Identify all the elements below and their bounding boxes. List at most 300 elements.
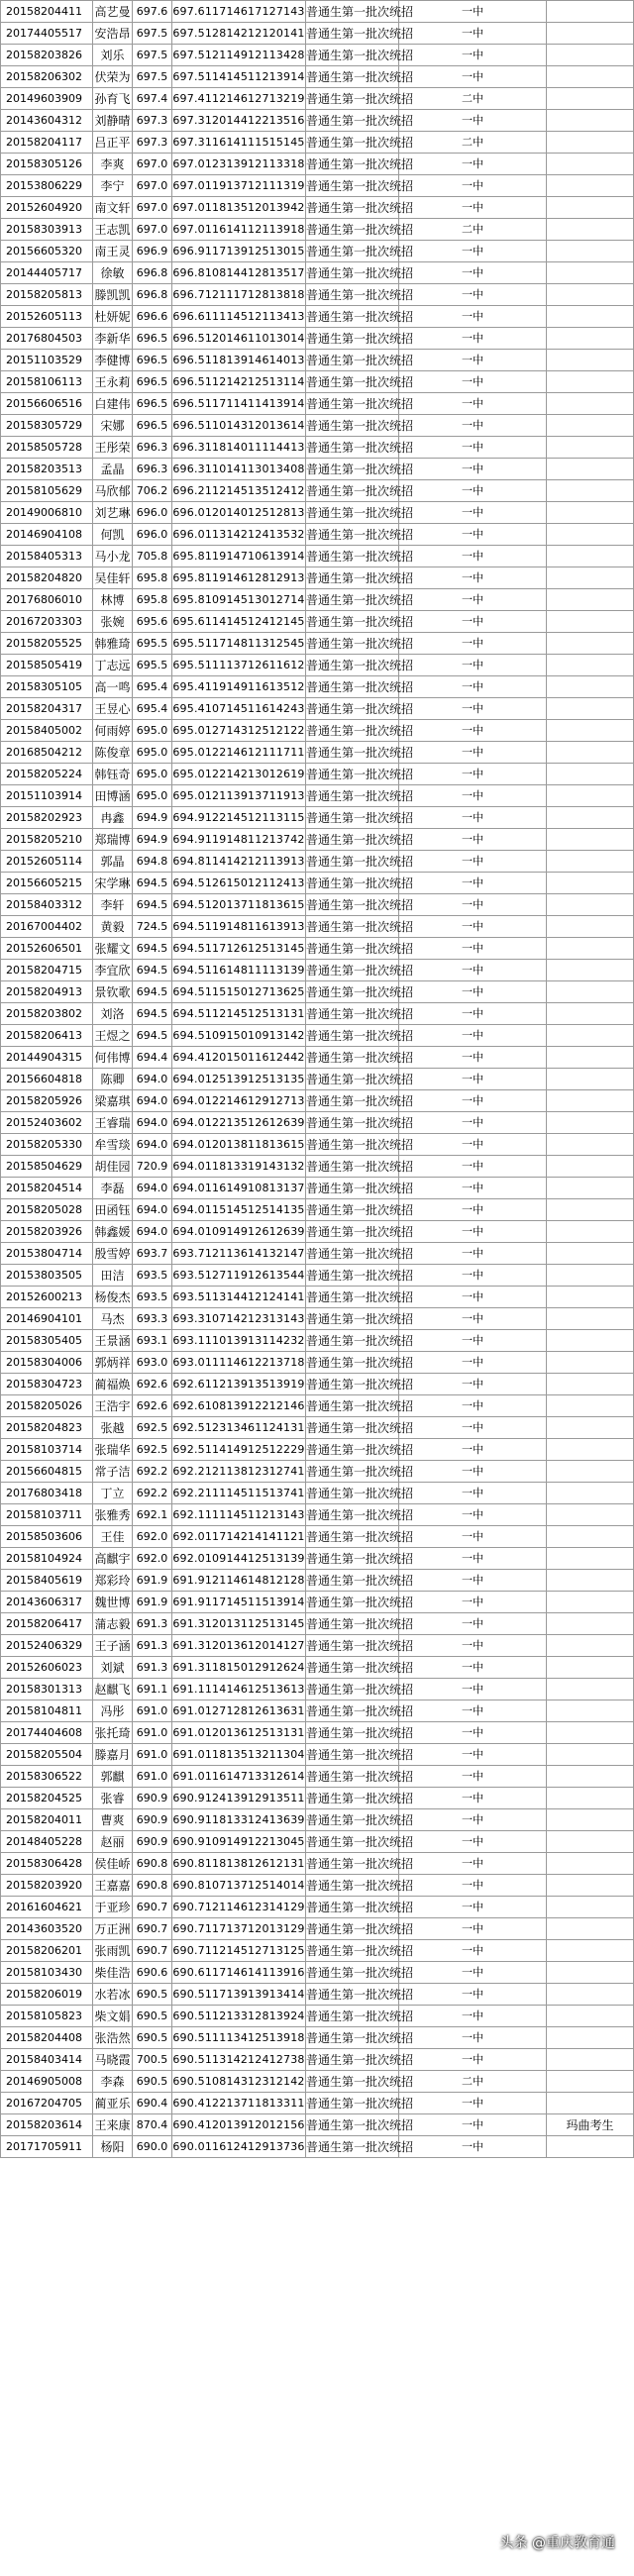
table-row [1,1853,634,1875]
table-row [1,350,634,371]
score-cell: 692.6 [133,1374,172,1395]
school-cell: 一中 [399,2093,547,2114]
school-cell: 一中 [399,785,547,807]
table-row [1,284,634,306]
table-row [1,1,634,23]
table-row [1,1483,634,1504]
sort-key-cell: 694.011614910813137 [172,1178,306,1199]
admission-type-cell: 普通生第一批次统招 [306,785,399,807]
school-cell: 一中 [399,2136,547,2158]
table-row [1,938,634,960]
table-row [1,1069,634,1090]
exam-id-cell: 20158403414 [1,2049,93,2071]
note-cell [547,1221,634,1243]
table-row [1,1744,634,1766]
note-cell [547,1722,634,1744]
school-cell: 一中 [399,764,547,785]
exam-id-cell: 20152605114 [1,851,93,873]
table-row [1,1395,634,1417]
student-name-cell: 田博涵 [93,785,133,807]
sort-key-cell: 694.012513912513135 [172,1069,306,1090]
school-cell: 一中 [399,1287,547,1308]
score-cell: 690.9 [133,1831,172,1853]
exam-id-cell: 20174404608 [1,1722,93,1744]
note-cell [547,873,634,894]
note-cell [547,66,634,88]
student-name-cell: 林博 [93,589,133,611]
student-name-cell: 王煜之 [93,1025,133,1047]
exam-id-cell: 20156605215 [1,873,93,894]
student-name-cell: 侯佳峤 [93,1853,133,1875]
score-cell: 696.9 [133,241,172,262]
sort-key-cell: 696.211214513512412 [172,480,306,502]
exam-id-cell: 20158503606 [1,1526,93,1548]
admission-type-cell: 普通生第一批次统招 [306,546,399,567]
student-name-cell: 马欣郁 [93,480,133,502]
note-cell [547,88,634,110]
sort-key-cell: 695.811914612812913 [172,567,306,589]
exam-id-cell: 20158105629 [1,480,93,502]
student-name-cell: 韩钰奇 [93,764,133,785]
note-cell [547,1090,634,1112]
student-name-cell: 张雅秀 [93,1504,133,1526]
exam-id-cell: 20158205813 [1,284,93,306]
note-cell [547,1700,634,1722]
exam-id-cell: 20158203513 [1,459,93,480]
note-cell [547,611,634,633]
student-name-cell: 张雨凯 [93,1940,133,1962]
score-cell: 692.0 [133,1526,172,1548]
exam-id-cell: 20158205330 [1,1134,93,1156]
school-cell: 一中 [399,1112,547,1134]
admission-type-cell: 普通生第一批次统招 [306,1962,399,1984]
admission-type-cell: 普通生第一批次统招 [306,110,399,132]
admission-type-cell: 普通生第一批次统招 [306,698,399,720]
student-name-cell: 万正洲 [93,1918,133,1940]
exam-id-cell: 20158206019 [1,1984,93,2006]
student-name-cell: 李新华 [93,328,133,350]
note-cell [547,1,634,23]
note-cell [547,1613,634,1635]
admission-type-cell: 普通生第一批次统招 [306,2006,399,2027]
school-cell: 一中 [399,546,547,567]
table-row [1,480,634,502]
score-cell: 696.5 [133,350,172,371]
sort-key-cell: 691.912114614812128 [172,1570,306,1592]
school-cell: 一中 [399,1744,547,1766]
admission-type-cell: 普通生第一批次统招 [306,480,399,502]
score-cell: 697.5 [133,66,172,88]
school-cell: 一中 [399,241,547,262]
exam-id-cell: 20158203614 [1,2114,93,2136]
exam-id-cell: 20158205210 [1,829,93,851]
sort-key-cell: 690.711713712013129 [172,1918,306,1940]
sort-key-cell: 695.611414512412145 [172,611,306,633]
exam-id-cell: 20158103714 [1,1439,93,1461]
admission-type-cell: 普通生第一批次统招 [306,1526,399,1548]
school-cell: 二中 [399,2071,547,2093]
admission-type-cell: 普通生第一批次统招 [306,2027,399,2049]
exam-id-cell: 20158306522 [1,1766,93,1788]
exam-id-cell: 20153803505 [1,1265,93,1287]
school-cell: 一中 [399,2027,547,2049]
table-row [1,1221,634,1243]
score-cell: 696.6 [133,306,172,328]
student-name-cell: 滕嘉月 [93,1744,133,1766]
table-row [1,1657,634,1679]
school-cell: 一中 [399,567,547,589]
score-cell: 694.0 [133,1199,172,1221]
student-name-cell: 冉鑫 [93,807,133,829]
table-row [1,546,634,567]
admission-type-cell: 普通生第一批次统招 [306,1025,399,1047]
admission-type-cell: 普通生第一批次统招 [306,807,399,829]
score-cell: 691.0 [133,1722,172,1744]
note-cell [547,960,634,981]
note-cell [547,197,634,219]
exam-id-cell: 20158405313 [1,546,93,567]
score-cell: 695.0 [133,764,172,785]
admission-type-cell: 普通生第一批次统招 [306,241,399,262]
note-cell [547,2049,634,2071]
note-cell [547,633,634,655]
note-cell [547,1352,634,1374]
admission-type-cell: 普通生第一批次统招 [306,328,399,350]
note-cell [547,1853,634,1875]
student-name-cell: 高艺曼 [93,1,133,23]
student-name-cell: 黄毅 [93,916,133,938]
admission-type-cell: 普通生第一批次统招 [306,1069,399,1090]
student-name-cell: 何凯 [93,524,133,546]
table-row [1,1962,634,1984]
school-cell: 一中 [399,1809,547,1831]
school-cell: 一中 [399,1679,547,1700]
student-name-cell: 丁立 [93,1483,133,1504]
score-cell: 690.9 [133,1788,172,1809]
table-row [1,894,634,916]
note-cell [547,742,634,764]
school-cell: 一中 [399,306,547,328]
table-row [1,611,634,633]
score-cell: 694.5 [133,894,172,916]
note-cell [547,1788,634,1809]
admission-type-cell: 普通生第一批次统招 [306,764,399,785]
exam-id-cell: 20149006810 [1,502,93,524]
table-row [1,981,634,1003]
student-name-cell: 伏荣为 [93,66,133,88]
note-cell [547,1134,634,1156]
score-cell: 690.6 [133,1962,172,1984]
student-name-cell: 高麒宇 [93,1548,133,1570]
table-row [1,1984,634,2006]
sort-key-cell: 694.511712612513145 [172,938,306,960]
note-cell [547,1417,634,1439]
sort-key-cell: 697.311614111515145 [172,132,306,154]
score-cell: 693.7 [133,1243,172,1265]
student-name-cell: 常子洁 [93,1461,133,1483]
exam-id-cell: 20158206201 [1,1940,93,1962]
student-name-cell: 南王灵 [93,241,133,262]
school-cell: 一中 [399,611,547,633]
exam-id-cell: 20158505728 [1,437,93,459]
sort-key-cell: 693.512711912613544 [172,1265,306,1287]
exam-id-cell: 20158405619 [1,1570,93,1592]
admission-type-cell: 普通生第一批次统招 [306,45,399,66]
admission-type-cell: 普通生第一批次统招 [306,262,399,284]
exam-id-cell: 20158103430 [1,1962,93,1984]
table-row [1,2049,634,2071]
score-cell: 690.0 [133,2136,172,2158]
table-row [1,1439,634,1461]
sort-key-cell: 692.211114511513741 [172,1483,306,1504]
note-cell [547,328,634,350]
score-cell: 694.5 [133,1025,172,1047]
table-row [1,676,634,698]
table-row [1,1178,634,1199]
sort-key-cell: 690.011612412913736 [172,2136,306,2158]
note-cell [547,1657,634,1679]
sort-key-cell: 694.012013811813615 [172,1134,306,1156]
note-cell [547,1243,634,1265]
table-row [1,720,634,742]
school-cell: 一中 [399,1025,547,1047]
note-cell [547,175,634,197]
score-cell: 694.5 [133,1003,172,1025]
note-cell [547,938,634,960]
admission-type-cell: 普通生第一批次统招 [306,1744,399,1766]
table-row [1,1156,634,1178]
school-cell: 一中 [399,1766,547,1788]
school-cell: 一中 [399,350,547,371]
admission-type-cell: 普通生第一批次统招 [306,1940,399,1962]
table-row [1,1635,634,1657]
exam-id-cell: 20158206413 [1,1025,93,1047]
student-name-cell: 安浩昂 [93,23,133,45]
table-row [1,2027,634,2049]
note-cell [547,546,634,567]
table-row [1,1679,634,1700]
admission-type-cell: 普通生第一批次统招 [306,371,399,393]
note-cell [547,1395,634,1417]
exam-id-cell: 20152403602 [1,1112,93,1134]
note-cell [547,2136,634,2158]
student-name-cell: 张浩然 [93,2027,133,2049]
admission-type-cell: 普通生第一批次统招 [306,1265,399,1287]
score-cell: 692.6 [133,1395,172,1417]
note-cell [547,1374,634,1395]
exam-id-cell: 20161604621 [1,1897,93,1918]
sort-key-cell: 696.810814412813517 [172,262,306,284]
admission-type-cell: 普通生第一批次统招 [306,1352,399,1374]
admission-type-cell: 普通生第一批次统招 [306,1374,399,1395]
school-cell: 一中 [399,1330,547,1352]
admission-type-cell: 普通生第一批次统招 [306,154,399,175]
score-cell: 691.9 [133,1592,172,1613]
admission-type-cell: 普通生第一批次统招 [306,894,399,916]
exam-id-cell: 20158306428 [1,1853,93,1875]
note-cell [547,1592,634,1613]
score-cell: 693.5 [133,1287,172,1308]
note-cell [547,1178,634,1199]
score-cell: 692.2 [133,1461,172,1483]
sort-key-cell: 693.511314412124141 [172,1287,306,1308]
table-row [1,23,634,45]
score-cell: 720.9 [133,1156,172,1178]
score-cell: 693.0 [133,1352,172,1374]
table-row [1,785,634,807]
admission-type-cell: 普通生第一批次统招 [306,66,399,88]
note-cell [547,284,634,306]
exam-id-cell: 20149603909 [1,88,93,110]
sort-key-cell: 693.712113614132147 [172,1243,306,1265]
score-cell: 697.3 [133,132,172,154]
sort-key-cell: 696.511711411413914 [172,393,306,415]
school-cell: 一中 [399,1,547,23]
sort-key-cell: 695.012214612111711 [172,742,306,764]
sort-key-cell: 692.011714214141121 [172,1526,306,1548]
sort-key-cell: 694.912214512113115 [172,807,306,829]
sort-key-cell: 694.510915010913142 [172,1025,306,1047]
score-cell: 695.0 [133,742,172,764]
student-name-cell: 孙育飞 [93,88,133,110]
admission-type-cell: 普通生第一批次统招 [306,1308,399,1330]
table-row [1,415,634,437]
sort-key-cell: 692.611213913513919 [172,1374,306,1395]
score-cell: 691.0 [133,1744,172,1766]
school-cell: 一中 [399,1722,547,1744]
school-cell: 一中 [399,459,547,480]
sort-key-cell: 697.312014412213516 [172,110,306,132]
note-cell [547,1897,634,1918]
admission-type-cell: 普通生第一批次统招 [306,1613,399,1635]
note-cell [547,1570,634,1592]
school-cell: 一中 [399,2006,547,2027]
exam-id-cell: 20158205028 [1,1199,93,1221]
score-cell: 694.8 [133,851,172,873]
admission-type-cell: 普通生第一批次统招 [306,829,399,851]
admission-type-cell: 普通生第一批次统招 [306,1548,399,1570]
admission-type-cell: 普通生第一批次统招 [306,1395,399,1417]
admission-type-cell: 普通生第一批次统招 [306,960,399,981]
admission-type-cell: 普通生第一批次统招 [306,502,399,524]
admission-type-cell: 普通生第一批次统招 [306,1112,399,1134]
school-cell: 一中 [399,1308,547,1330]
student-name-cell: 杨俊杰 [93,1287,133,1308]
admission-type-cell: 普通生第一批次统招 [306,916,399,938]
score-cell: 694.0 [133,1090,172,1112]
exam-id-cell: 20158205504 [1,1744,93,1766]
watermark: 头条 @重庆教育通 [499,2535,615,2551]
note-cell [547,306,634,328]
note-cell [547,262,634,284]
score-cell: 694.9 [133,807,172,829]
sort-key-cell: 697.011913712111319 [172,175,306,197]
table-row [1,306,634,328]
exam-id-cell: 20158505419 [1,655,93,676]
exam-id-cell: 20158204011 [1,1809,93,1831]
sort-key-cell: 692.111114511213143 [172,1504,306,1526]
table-row [1,1352,634,1374]
school-cell: 一中 [399,1483,547,1504]
sort-key-cell: 694.412015011612442 [172,1047,306,1069]
score-cell: 694.9 [133,829,172,851]
table-row [1,1243,634,1265]
score-cell: 696.3 [133,437,172,459]
table-row [1,960,634,981]
score-cell: 697.4 [133,88,172,110]
table-row [1,916,634,938]
school-cell: 一中 [399,393,547,415]
school-cell: 一中 [399,1788,547,1809]
admission-type-cell: 普通生第一批次统招 [306,2114,399,2136]
table-row [1,1504,634,1526]
score-cell: 690.7 [133,1940,172,1962]
sort-key-cell: 695.012113913711913 [172,785,306,807]
admission-type-cell: 普通生第一批次统招 [306,219,399,241]
school-cell: 一中 [399,1134,547,1156]
score-cell: 690.5 [133,2027,172,2049]
sort-key-cell: 697.411214612713219 [172,88,306,110]
exam-id-cell: 20158205026 [1,1395,93,1417]
table-body [1,1,634,2158]
school-cell: 一中 [399,1504,547,1526]
student-name-cell: 陈俊章 [93,742,133,764]
score-cell: 696.3 [133,459,172,480]
admission-type-cell: 普通生第一批次统招 [306,1788,399,1809]
sort-key-cell: 697.011614112113918 [172,219,306,241]
note-cell [547,1199,634,1221]
admission-type-cell: 普通生第一批次统招 [306,306,399,328]
score-cell: 695.5 [133,655,172,676]
note-cell [547,132,634,154]
score-cell: 705.8 [133,546,172,567]
school-cell: 一中 [399,154,547,175]
sort-key-cell: 697.512114912113428 [172,45,306,66]
student-name-cell: 柴文娟 [93,2006,133,2027]
student-name-cell: 张睿 [93,1788,133,1809]
note-cell [547,1025,634,1047]
note-cell [547,524,634,546]
student-name-cell: 韩鑫媛 [93,1221,133,1243]
table-row [1,1592,634,1613]
student-name-cell: 张越 [93,1417,133,1439]
student-name-cell: 王佳 [93,1526,133,1548]
sort-key-cell: 690.511713913913414 [172,1984,306,2006]
admission-type-cell: 普通生第一批次统招 [306,1199,399,1221]
student-name-cell: 陈卿 [93,1069,133,1090]
admission-type-cell: 普通生第一批次统招 [306,1853,399,1875]
school-cell: 一中 [399,328,547,350]
admission-type-cell: 普通生第一批次统招 [306,981,399,1003]
school-cell: 一中 [399,916,547,938]
score-cell: 696.8 [133,284,172,306]
exam-id-cell: 20158205224 [1,764,93,785]
student-name-cell: 于亚珍 [93,1897,133,1918]
table-row [1,1570,634,1592]
school-cell: 二中 [399,88,547,110]
score-cell: 694.0 [133,1178,172,1199]
school-cell: 一中 [399,1700,547,1722]
sort-key-cell: 694.010914912612639 [172,1221,306,1243]
sort-key-cell: 696.511813914614013 [172,350,306,371]
admission-type-cell: 普通生第一批次统招 [306,676,399,698]
admission-type-cell: 普通生第一批次统招 [306,1156,399,1178]
sort-key-cell: 696.311814011114413 [172,437,306,459]
admission-type-cell: 普通生第一批次统招 [306,1831,399,1853]
student-name-cell: 宋学琳 [93,873,133,894]
score-cell: 693.1 [133,1330,172,1352]
exam-id-cell: 20158205926 [1,1090,93,1112]
